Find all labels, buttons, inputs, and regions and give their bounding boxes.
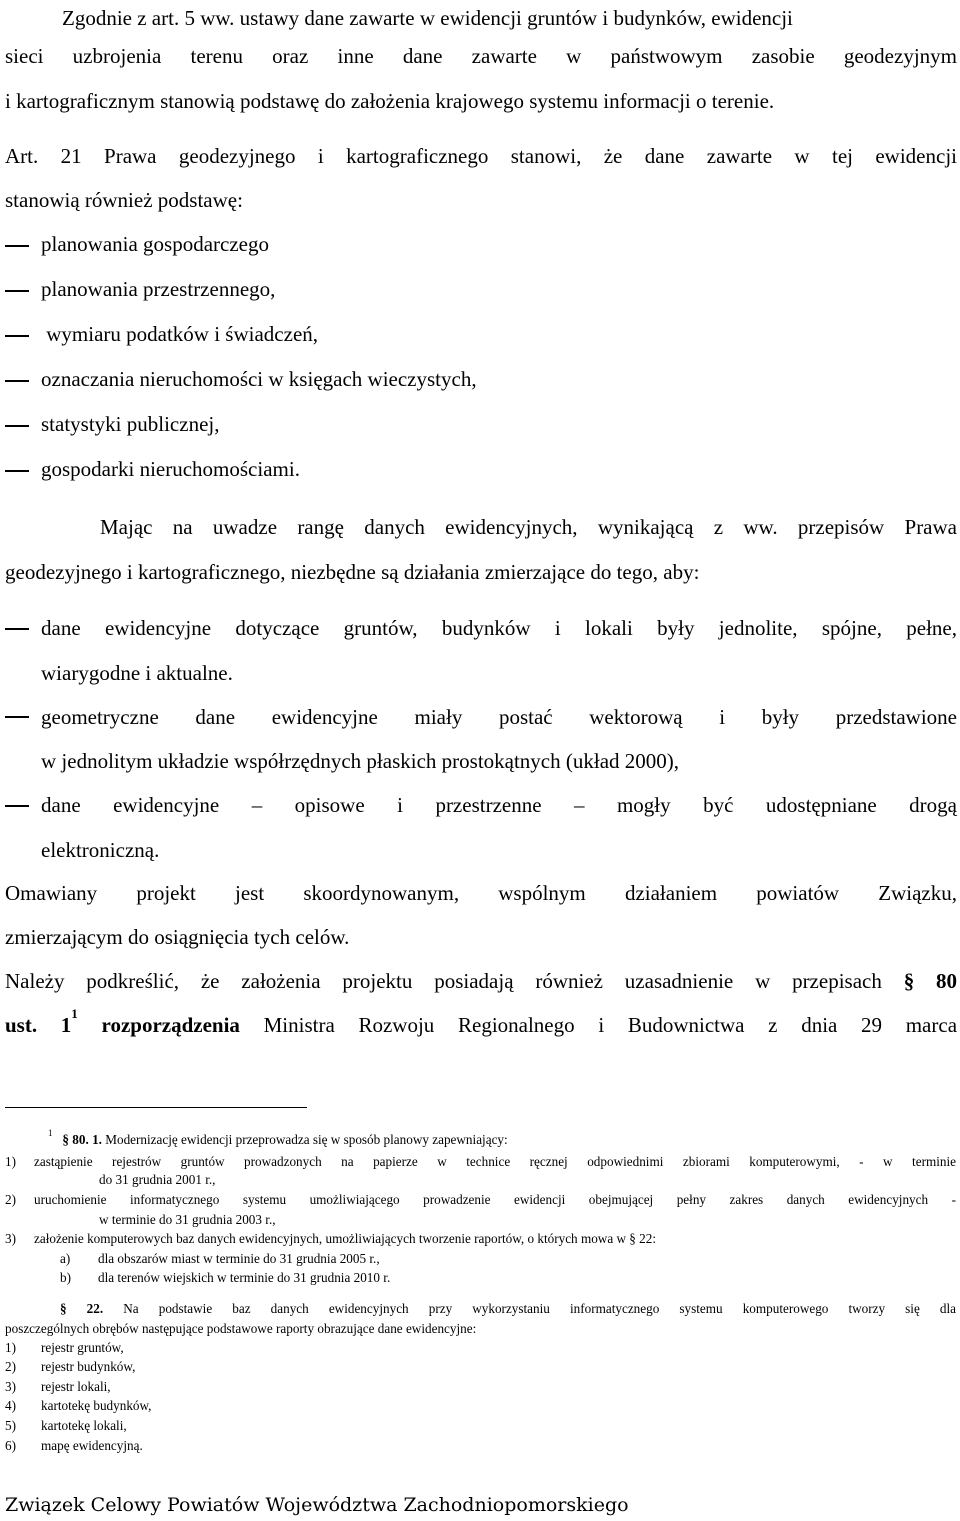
art21-line-1: Art. 21 Prawa geodezyjnego i kartograficznego stanowi, że dane zawarte w tej ewidencji (5, 144, 957, 168)
report-text: kartotekę lokali, (41, 1418, 127, 1433)
intro-line-2: sieci uzbrojenia terenu oraz inne dane zawarte w państwowym zasobie geodezyjnym (5, 44, 957, 68)
footnote-item-cont: do 31 grudnia 2001 r., (99, 1172, 216, 1187)
footnote-item-number: 3) (5, 1231, 16, 1246)
project-line-2: zmierzającym do osiągnięcia tych celów. (5, 925, 350, 949)
list-item-line-2: elektroniczną. (41, 838, 160, 862)
ust-ref: ust. 1 (5, 1013, 72, 1037)
section-ref: § 80 (903, 969, 958, 993)
footnote-item-cont: w terminie do 31 grudnia 2003 r., (99, 1212, 276, 1227)
list-item-text: wymiaru podatków i świadczeń, (41, 322, 319, 346)
page-footer: Związek Celowy Powiatów Województwa Zachodniopomorskiego (5, 1494, 629, 1516)
list-item-text: oznaczania nieruchomości w księgach wieczystych, (41, 367, 477, 391)
list-item-line-1: geometryczne dane ewidencyjne miały postać wektorową i były przedstawione (41, 705, 957, 729)
report-text: kartotekę budynków, (41, 1398, 152, 1413)
report-number: 3) (5, 1379, 16, 1394)
section-22-ref: § 22. (60, 1301, 104, 1316)
dash-bullet (5, 335, 29, 337)
report-number: 1) (5, 1340, 16, 1355)
dash-bullet (5, 805, 29, 807)
report-text: rejestr budynków, (41, 1359, 136, 1374)
list-item-text: planowania gospodarczego (41, 232, 269, 256)
dash-bullet (5, 425, 29, 427)
dash-bullet (5, 380, 29, 382)
rank-line-2: geodezyjnego i kartograficznego, niezbędne są działania zmierzające do tego, aby: (5, 560, 700, 584)
rank-line-1: Mając na uwadze rangę danych ewidencyjnych, wynikającą z ww. przepisów Prawa (100, 515, 957, 539)
section-22-text: Na podstawie baz danych ewidencyjnych przy wykorzystaniu informatycznego systemu komputerowego tworzy się dla (123, 1301, 957, 1316)
dash-bullet (5, 716, 29, 718)
report-text: rejestr lokali, (41, 1379, 111, 1394)
footnote-head-text: Modernizację ewidencji przeprowadza się w sposób planowy zapewniający: (105, 1132, 508, 1147)
footnote-separator (5, 1107, 307, 1108)
regulation-text: Ministra Rozwoju Regionalnego i Budownictwa z dnia 29 marca (263, 1013, 958, 1037)
section-22-line-2: poszczególnych obrębów następujące podstawowe raporty obrazujące dane ewidencyjne: (5, 1321, 477, 1336)
footnote-subitem-letter: a) (60, 1251, 71, 1266)
footnote-subitem-text: dla terenów wiejskich w terminie do 31 grudnia 2010 r. (98, 1270, 391, 1285)
emph-line-2 (5, 1006, 958, 1040)
report-text: rejestr gruntów, (41, 1340, 124, 1355)
list-item-text: gospodarki nieruchomościami. (41, 457, 300, 481)
report-text: mapę ewidencyjną. (41, 1438, 143, 1453)
footnote-head (48, 1128, 508, 1148)
footnote-item-number: 2) (5, 1192, 16, 1207)
list-item-line-1: dane ewidencyjne dotyczące gruntów, budynków i lokali były jednolite, spójne, pełne, (41, 616, 957, 640)
section-22-line-1 (60, 1300, 956, 1317)
footnote-item-text: założenie komputerowych baz danych ewidencyjnych, umożliwiających tworzenie raportów, o których mowa w § 22: (34, 1231, 657, 1246)
footnote-item-text: uruchomienie informatycznego systemu umożliwiającego prowadzenie ewidencji obejmującej pełny zakres danych ewidencyjnych - (34, 1192, 956, 1207)
dash-bullet (5, 245, 29, 247)
art21-line-2: stanowią również podstawę: (5, 188, 243, 212)
report-number: 4) (5, 1398, 16, 1413)
list-item-line-2: wiarygodne i aktualne. (41, 661, 233, 685)
list-item-line-2: w jednolitym układzie współrzędnych płaskich prostokątnych (układ 2000), (41, 749, 680, 773)
list-item-line-1: dane ewidencyjne – opisowe i przestrzenne – mogły być udostępniane drogą (41, 793, 957, 817)
footnote-mark: 1 (48, 1128, 53, 1138)
report-number: 5) (5, 1418, 16, 1433)
report-number: 2) (5, 1359, 16, 1374)
footnote-mark: 1 (71, 1006, 78, 1021)
rozporzadzenia-word: rozporządzenia (101, 1013, 240, 1037)
footnote-item-number: 1) (5, 1154, 16, 1169)
dash-bullet (5, 290, 29, 292)
report-number: 6) (5, 1438, 16, 1453)
list-item-text: statystyki publicznej, (41, 412, 220, 436)
dash-bullet (5, 628, 29, 630)
emph-line-1 (5, 966, 957, 996)
intro-line-3: i kartograficznym stanowią podstawę do założenia krajowego systemu informacji o terenie. (5, 89, 775, 113)
footnote-item-text: zastąpienie rejestrów gruntów prowadzonych na papierze w technice ręcznej odpowiednimi zbiorami komputerowymi, - w terminie (34, 1154, 956, 1169)
footnote-subitem-letter: b) (60, 1270, 71, 1285)
intro-line-1: Zgodnie z art. 5 ww. ustawy dane zawarte w ewidencji gruntów i budynków, ewidencji (62, 6, 793, 30)
list-item-text: planowania przestrzennego, (41, 277, 276, 301)
footnote-subitem-text: dla obszarów miast w terminie do 31 grudnia 2005 r., (98, 1251, 380, 1266)
project-line-1: Omawiany projekt jest skoordynowanym, wspólnym działaniem powiatów Związku, (5, 881, 957, 905)
footnote-section: § 80. 1. (62, 1132, 102, 1147)
emph-text: Należy podkreślić, że założenia projektu posiadają również uzasadnienie w przepisach (5, 969, 882, 993)
dash-bullet (5, 470, 29, 472)
